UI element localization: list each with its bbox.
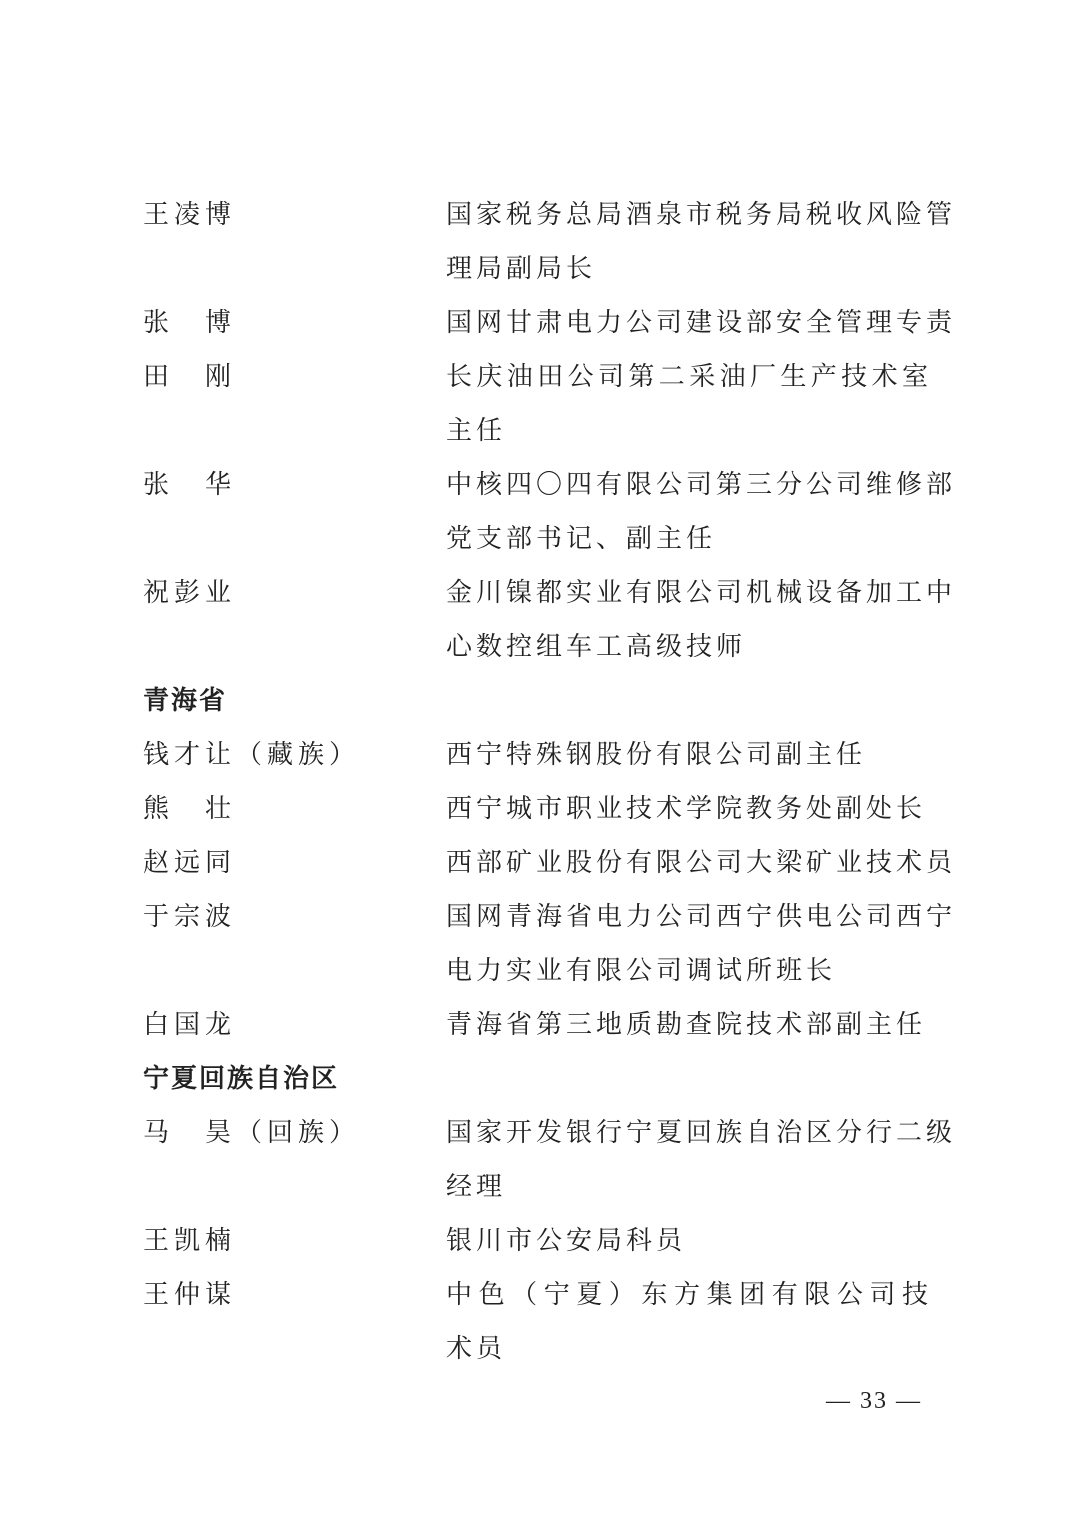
list-item-continuation <box>0 944 1080 998</box>
list-item-continuation <box>0 512 1080 566</box>
list-item <box>0 566 1080 620</box>
person-position: 西宁特殊钢股份有限公司副主任 <box>446 740 867 770</box>
person-position: 西宁城市职业技术学院教务处副处长 <box>446 794 927 824</box>
list-item <box>0 350 1080 404</box>
person-name: 祝彭业 <box>143 578 237 608</box>
person-position-continued: 理局副局长 <box>446 254 597 284</box>
person-name: 王仲谋 <box>143 1280 237 1310</box>
list-item <box>0 458 1080 512</box>
list-item <box>0 998 1080 1052</box>
list-item <box>0 782 1080 836</box>
list-item <box>0 728 1080 782</box>
person-position: 西部矿业股份有限公司大梁矿业技术员 <box>446 848 957 878</box>
person-position-continued: 术员 <box>446 1334 507 1364</box>
section-heading-ningxia: 宁夏回族自治区 <box>143 1064 340 1094</box>
person-position-continued: 经理 <box>446 1172 507 1202</box>
person-name: 赵远同 <box>143 848 237 878</box>
person-name: 王凯楠 <box>143 1226 237 1256</box>
person-name: 马 昊（回族） <box>143 1118 361 1148</box>
person-name: 张 博 <box>143 308 237 338</box>
person-name: 于宗波 <box>143 902 237 932</box>
list-item <box>0 1106 1080 1160</box>
list-item <box>0 1214 1080 1268</box>
list-item-continuation <box>0 620 1080 674</box>
document-page <box>0 188 1080 1376</box>
person-position: 国家税务总局酒泉市税务局税收风险管 <box>446 200 957 230</box>
person-name: 张 华 <box>143 470 237 500</box>
list-item <box>0 1268 1080 1322</box>
list-item <box>0 836 1080 890</box>
page-number: — 33 — <box>826 1388 922 1414</box>
person-position-continued: 心数控组车工高级技师 <box>446 632 747 662</box>
person-position: 中核四〇四有限公司第三分公司维修部 <box>446 470 957 500</box>
person-position: 国网青海省电力公司西宁供电公司西宁 <box>446 902 957 932</box>
list-item-continuation <box>0 1160 1080 1214</box>
list-item <box>0 296 1080 350</box>
section-heading-qinghai: 青海省 <box>143 686 228 716</box>
person-position-continued: 电力实业有限公司调试所班长 <box>446 956 837 986</box>
person-position-continued: 主任 <box>446 416 507 446</box>
person-position: 青海省第三地质勘查院技术部副主任 <box>446 1010 927 1040</box>
person-position: 银川市公安局科员 <box>446 1226 687 1256</box>
list-item <box>0 188 1080 242</box>
person-name: 白国龙 <box>143 1010 237 1040</box>
person-position: 长庆油田公司第二采油厂生产技术室 <box>446 362 932 392</box>
list-item-continuation <box>0 404 1080 458</box>
person-position: 金川镍都实业有限公司机械设备加工中 <box>446 578 957 608</box>
list-item <box>0 890 1080 944</box>
list-item-continuation <box>0 242 1080 296</box>
person-name: 王凌博 <box>143 200 237 230</box>
person-position: 中色（宁夏）东方集团有限公司技 <box>446 1280 932 1310</box>
list-item-continuation <box>0 1322 1080 1376</box>
person-position: 国网甘肃电力公司建设部安全管理专责 <box>446 308 957 338</box>
person-name: 熊 壮 <box>143 794 237 824</box>
person-position: 国家开发银行宁夏回族自治区分行二级 <box>446 1118 957 1148</box>
person-name: 田 刚 <box>143 362 237 392</box>
person-name: 钱才让（藏族） <box>143 740 361 770</box>
person-position-continued: 党支部书记、副主任 <box>446 524 717 554</box>
